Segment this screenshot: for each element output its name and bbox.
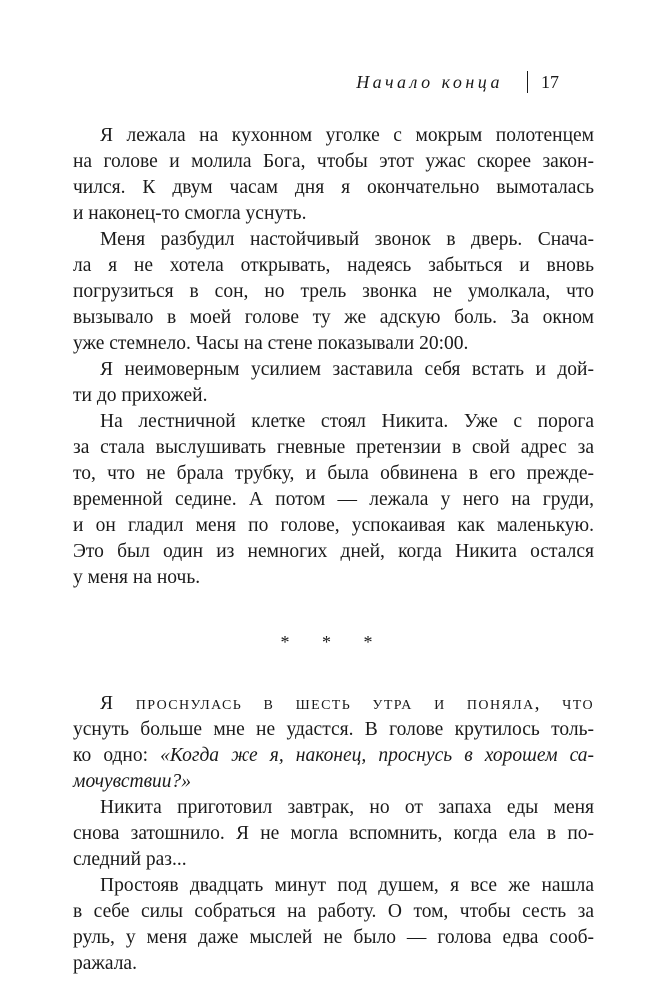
italic-quote: мочувствии?» — [73, 771, 192, 792]
text-line: ражала. — [73, 953, 137, 974]
text-line: погрузиться в сон, но трель звонка не умолкала, что — [73, 281, 594, 302]
text-line: уснуть больше мне не удастся. В голове крутилось толь- — [73, 719, 594, 740]
text-line: чился. К двум часам дня я окончательно вымоталась — [73, 177, 594, 198]
text-line: следний раз... — [73, 849, 187, 870]
text-line: уже стемнело. Часы на стене показывали 20:00. — [73, 333, 469, 354]
text-line — [73, 743, 594, 769]
text-line: временной седине. А потом — лежала у него на груди, — [73, 489, 594, 510]
text-line: ти до прихожей. — [73, 385, 208, 406]
text-line: Никита приготовил завтрак, но от запаха еды меня — [100, 797, 594, 818]
text-line: на голове и молила Бога, чтобы этот ужас скорее закон- — [73, 151, 594, 172]
text-line-smallcaps: Я проснулась в шесть утра и поняла, что — [100, 693, 594, 714]
section-divider: * * * — [280, 632, 387, 652]
running-title: Начало конца — [356, 72, 503, 92]
text-fragment: ко одно: — [73, 745, 161, 766]
text-line: ла я не хотела открывать, надеясь забыться и вновь — [73, 255, 594, 276]
page-number: 17 — [541, 72, 559, 92]
text-line: вызывало в моей голове ту же адскую боль. За окном — [73, 307, 594, 328]
text-line: Я лежала на кухонном уголке с мокрым полотенцем — [100, 125, 594, 146]
text-line: снова затошнило. Я не могла вспомнить, когда ела в по- — [73, 823, 594, 844]
header-separator — [527, 71, 528, 93]
text-line: то, что не брала трубку, и была обвинена в его прежде- — [73, 463, 594, 484]
text-line: Это был один из немногих дней, когда Никита остался — [73, 541, 594, 562]
text-line: и он гладил меня по голове, успокаивая как маленькую. — [73, 515, 594, 536]
text-line: руль, у меня даже мыслей не было — голова едва сооб- — [73, 927, 594, 948]
text-line: и наконец-то смогла уснуть. — [73, 203, 307, 224]
text-line: у меня на ночь. — [73, 567, 201, 588]
text-line: На лестничной клетке стоял Никита. Уже с порога — [100, 411, 594, 432]
running-header — [356, 70, 559, 94]
text-line: за стала выслушивать гневные претензии в свой адрес за — [73, 437, 594, 458]
italic-quote: «Когда же я, наконец, проснусь в хорошем са- — [160, 745, 594, 766]
text-line: Простояв двадцать минут под душем, я все же нашла — [100, 875, 594, 896]
body-text — [73, 123, 594, 977]
text-line: Я неимоверным усилием заставила себя встать и дой- — [100, 359, 594, 380]
text-line: Меня разбудил настойчивый звонок в дверь. Снача- — [100, 229, 594, 250]
text-line: в себе силы собраться на работу. О том, чтобы сесть за — [73, 901, 594, 922]
